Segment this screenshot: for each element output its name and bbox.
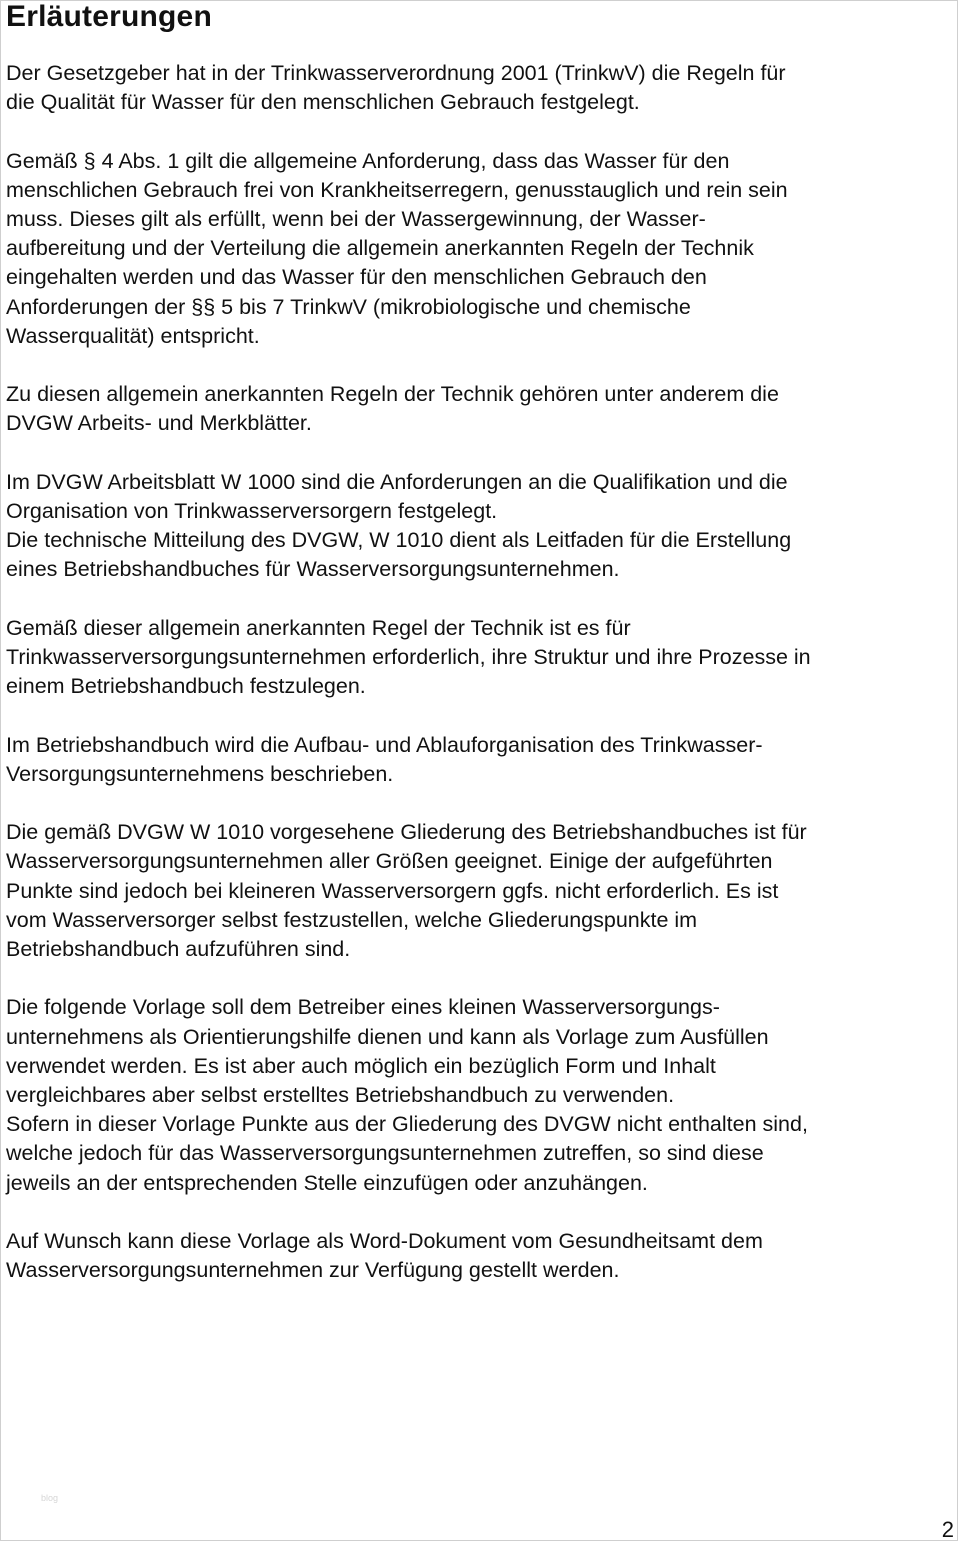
paragraph xyxy=(6,731,954,789)
paragraphs xyxy=(6,59,954,1285)
text-line: Der Gesetzgeber hat in der Trinkwasserverordnung 2001 (TrinkwV) die Regeln für xyxy=(6,61,786,85)
paragraph-gap xyxy=(6,117,954,146)
text-line: Die gemäß DVGW W 1010 vorgesehene Gliederung des Betriebshandbuches ist für xyxy=(6,820,807,845)
text-line: Die folgende Vorlage soll dem Betreiber eines kleinen Wasserversorgungs- xyxy=(6,995,720,1020)
paragraph xyxy=(6,993,954,1197)
text-line: Anforderungen der §§ 5 bis 7 TrinkwV (mikrobiologische und chemische xyxy=(6,294,691,319)
text-line: jeweils an der entsprechenden Stelle einzufügen oder anzuhängen. xyxy=(6,1170,648,1195)
page-number: 2 xyxy=(941,1517,954,1542)
paragraph-gap xyxy=(6,701,954,730)
text-line: einem Betriebshandbuch festzulegen. xyxy=(6,674,366,699)
paragraph xyxy=(6,614,954,702)
text-line: Auf Wunsch kann diese Vorlage als Word-Dokument vom Gesundheitsamt dem xyxy=(6,1229,763,1253)
watermark-text: blog xyxy=(41,1493,59,1503)
text-line: vom Wasserversorger selbst festzustellen, welche Gliederungspunkte im xyxy=(6,907,698,932)
text-line: eines Betriebshandbuches für Wasserversorgungsunternehmen. xyxy=(6,557,620,582)
text-line: Zu diesen allgemein anerkannten Regeln der Technik gehören unter anderem die xyxy=(6,382,779,407)
text-line: Gemäß dieser allgemein anerkannten Regel der Technik ist es für xyxy=(6,615,631,640)
page-title: Erläuterungen xyxy=(6,0,212,33)
document-content xyxy=(6,1,954,1285)
text-line: Organisation von Trinkwasserversorgern festgelegt. xyxy=(6,499,498,523)
text-line: vergleichbares aber selbst erstelltes Betriebshandbuch zu verwenden. xyxy=(6,1083,675,1107)
text-line: Die technische Mitteilung des DVGW, W 1010 dient als Leitfaden für die Erstellung xyxy=(6,528,792,553)
text-line: Wasserversorgungsunternehmen zur Verfügung gestellt werden. xyxy=(6,1258,620,1283)
text-line: welche jedoch für das Wasserversorgungsunternehmen zutreffen, so sind diese xyxy=(6,1141,764,1166)
text-line: Punkte sind jedoch bei kleineren Wasserversorgern ggfs. nicht erforderlich. Es ist xyxy=(6,878,779,903)
text-line: Gemäß § 4 Abs. 1 gilt die allgemeine Anforderung, dass das Wasser für den xyxy=(6,148,730,173)
paragraph xyxy=(6,147,954,351)
text-line: muss. Dieses gilt als erfüllt, wenn bei der Wassergewinnung, der Wasser- xyxy=(6,207,706,231)
paragraph-gap xyxy=(6,789,954,818)
text-line: Wasserqualität) entspricht. xyxy=(6,323,260,348)
text-line: eingehalten werden und das Wasser für den menschlichen Gebrauch den xyxy=(6,265,707,290)
text-line: Sofern in dieser Vorlage Punkte aus der Gliederung des DVGW nicht enthalten sind, xyxy=(6,1112,808,1137)
text-line: aufbereitung und der Verteilung die allgemein anerkannten Regeln der Technik xyxy=(6,236,754,261)
text-line: Trinkwasserversorgungsunternehmen erforderlich, ihre Struktur und ihre Prozesse in xyxy=(6,645,811,669)
paragraph xyxy=(6,818,954,964)
text-line: Wasserversorgungsunternehmen aller Größen geeignet. Einige der aufgeführten xyxy=(6,849,773,874)
paragraph-gap xyxy=(6,585,954,614)
paragraph xyxy=(6,1227,954,1285)
paragraph xyxy=(6,380,954,438)
paragraph xyxy=(6,59,954,117)
paragraph-gap xyxy=(6,964,954,993)
text-line: Versorgungsunternehmens beschrieben. xyxy=(6,761,394,786)
text-line: Im Betriebshandbuch wird die Aufbau- und Ablauforganisation des Trinkwasser- xyxy=(6,732,763,757)
text-line: verwendet werden. Es ist aber auch möglich ein bezüglich Form und Inhalt xyxy=(6,1053,716,1078)
text-line: Betriebshandbuch aufzuführen sind. xyxy=(6,937,351,961)
paragraph xyxy=(6,468,954,585)
text-line: unternehmens als Orientierungshilfe dienen und kann als Vorlage zum Ausfüllen xyxy=(6,1024,769,1049)
text-line: menschlichen Gebrauch frei von Krankheitserregern, genusstauglich und rein sein xyxy=(6,177,788,202)
text-line: die Qualität für Wasser für den menschlichen Gebrauch festgelegt. xyxy=(6,90,640,115)
paragraph-gap xyxy=(6,351,954,380)
text-line: Im DVGW Arbeitsblatt W 1000 sind die Anforderungen an die Qualifikation und die xyxy=(6,469,788,494)
text-line: DVGW Arbeits- und Merkblätter. xyxy=(6,411,312,436)
paragraph-gap xyxy=(6,1198,954,1227)
paragraph-gap xyxy=(6,439,954,468)
